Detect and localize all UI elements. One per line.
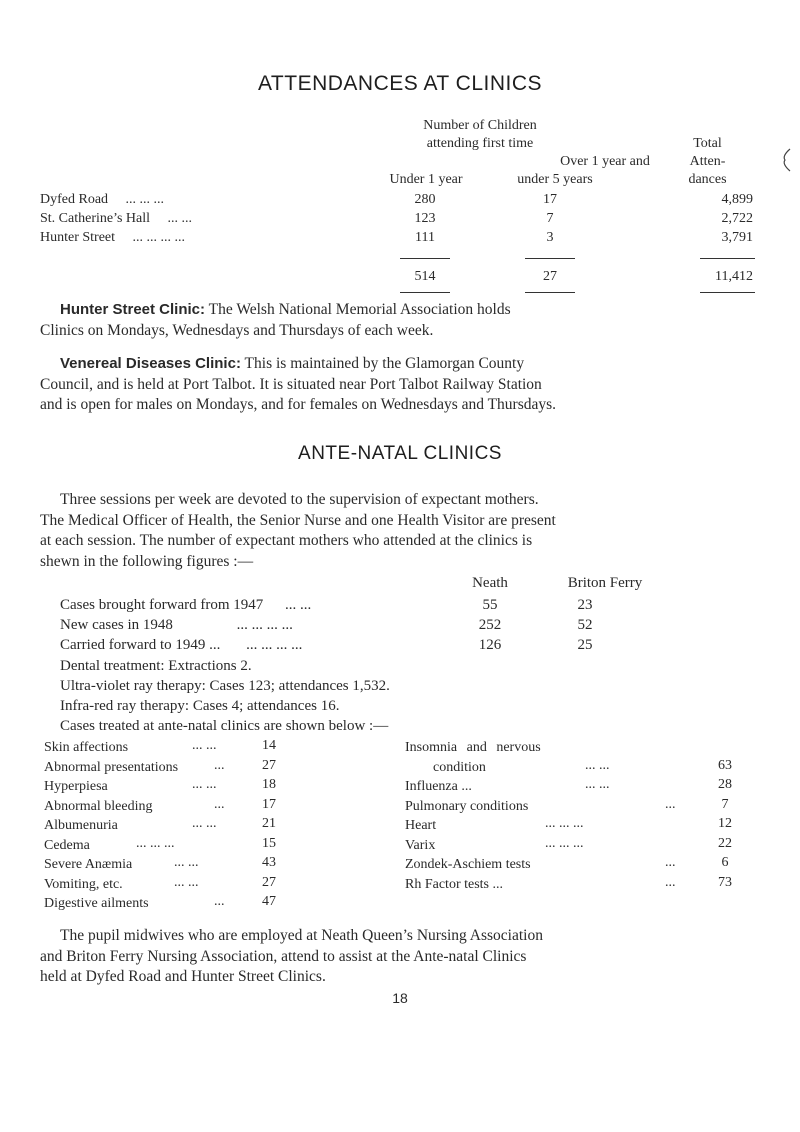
condition-label: Skin affections xyxy=(44,740,129,755)
condition-row xyxy=(405,855,765,875)
condition-label: Cedema xyxy=(44,837,90,853)
hunter-street-line2: Clinics on Mondays, Wednesdays and Thursdays of each week. xyxy=(40,321,434,339)
condition-value: 27 xyxy=(262,757,276,773)
header-over1: Over 1 year and xyxy=(560,154,650,169)
condition-row xyxy=(405,758,765,778)
condition-dots: ... ... xyxy=(174,874,199,890)
condition-value: 73 xyxy=(718,874,732,890)
rule-under1-bottom xyxy=(400,292,450,293)
cases-label: Carried forward to 1949 ... xyxy=(60,637,221,653)
condition-dots: ... ... xyxy=(192,777,217,792)
condition-label: Heart xyxy=(405,818,437,833)
condition-dots: ... ... xyxy=(192,738,217,753)
condition-label: Severe Anæmia xyxy=(44,857,133,872)
header-under1: Under 1 year xyxy=(389,172,463,187)
condition-value: 27 xyxy=(262,874,276,890)
condition-label: Vomiting, etc. xyxy=(44,876,123,892)
hunter-street-heading: Hunter Street Clinic: xyxy=(60,301,206,318)
venereal-line1: This is maintained by the Glamorgan County xyxy=(244,355,525,372)
condition-row xyxy=(44,758,314,778)
page-title: ATTENDANCES AT CLINICS xyxy=(257,72,543,95)
cases-dots: ... ... xyxy=(285,597,312,613)
condition-row xyxy=(44,875,314,895)
table-row xyxy=(40,192,164,208)
row-total: 4,899 xyxy=(721,192,753,207)
condition-dots: ... ... xyxy=(174,855,199,870)
hunter-street-paragraph xyxy=(40,300,760,341)
condition-value: 22 xyxy=(718,835,732,851)
row-under1: 123 xyxy=(414,211,436,226)
header-group: Number of Children xyxy=(423,118,537,133)
treatment-line: Ultra-violet ray therapy: Cases 123; attendances 1,532. xyxy=(60,678,390,694)
condition-row xyxy=(44,816,314,836)
condition-value: 47 xyxy=(262,894,276,909)
cases-briton: 23 xyxy=(577,597,593,613)
condition-label: Abnormal bleeding xyxy=(44,798,153,814)
row-dots: ... ... xyxy=(167,211,193,226)
treatment-line: Dental treatment: Extractions 2. xyxy=(60,658,252,674)
intro-line: Three sessions per week are devoted to the supervision of expectant mothers. xyxy=(60,491,539,508)
condition-dots: ... xyxy=(214,796,225,812)
condition-value: 6 xyxy=(721,855,729,870)
condition-value: 14 xyxy=(262,738,276,753)
condition-row xyxy=(405,875,765,895)
header-under5: under 5 years xyxy=(517,172,593,187)
condition-row xyxy=(405,816,765,836)
condition-row xyxy=(405,738,765,758)
venereal-heading: Venereal Diseases Clinic: xyxy=(60,355,241,372)
condition-label: Albumenuria xyxy=(44,818,118,833)
row-under1: 111 xyxy=(415,230,435,245)
condition-row xyxy=(405,836,765,856)
closing-line: The pupil midwives who are employed at Neath Queen’s Nursing Association xyxy=(60,927,543,944)
condition-row xyxy=(44,797,314,817)
hunter-street-line1: The Welsh National Memorial Association holds xyxy=(208,301,511,318)
closing-line: held at Dyfed Road and Hunter Street Clinics. xyxy=(40,968,326,985)
conditions-right xyxy=(405,738,765,894)
condition-label: Abnormal presentations xyxy=(44,759,179,775)
cases-neath: 55 xyxy=(482,597,498,613)
venereal-paragraph xyxy=(40,354,760,416)
margin-bracket-mark xyxy=(780,148,792,172)
intro-line: shewn in the following figures :— xyxy=(40,552,254,570)
row-under1: 280 xyxy=(414,192,436,207)
cases-label: Cases brought forward from 1947 xyxy=(60,597,264,613)
rule-under1-top xyxy=(400,258,450,259)
condition-row xyxy=(44,894,314,914)
condition-dots: ... ... ... xyxy=(545,835,584,851)
treatment-line: Cases treated at ante-natal clinics are shown below :— xyxy=(60,718,389,734)
col-briton: Briton Ferry xyxy=(567,575,643,591)
row-dots: ... ... ... xyxy=(125,192,165,207)
venereal-line3: and is open for males on Mondays, and for females on Wednesdays and Thursdays. xyxy=(40,396,557,413)
intro-line: at each session. The number of expectant mothers who attended at the clinics is xyxy=(40,532,533,549)
condition-value: 17 xyxy=(262,796,276,812)
row-total: 2,722 xyxy=(721,211,753,226)
condition-row xyxy=(405,797,765,817)
antenatal-intro xyxy=(40,490,760,572)
cases-row xyxy=(60,637,302,654)
treatment-line: Infra-red ray therapy: Cases 4; attendances 16. xyxy=(60,698,340,714)
cases-dots: ... ... ... ... xyxy=(236,617,293,633)
condition-value: 15 xyxy=(262,835,276,851)
condition-label: Zondek-Aschiem tests xyxy=(405,857,531,872)
antenatal-title: ANTE-NATAL CLINICS xyxy=(298,443,502,464)
condition-value: 28 xyxy=(718,777,732,792)
row-over1: 7 xyxy=(546,211,554,226)
condition-value: 7 xyxy=(721,796,729,812)
closing-paragraph xyxy=(40,926,760,988)
condition-value: 63 xyxy=(718,757,732,773)
venereal-line2: Council, and is held at Port Talbot. It is situated near Port Talbot Railway Station xyxy=(40,375,542,393)
condition-value: 12 xyxy=(718,816,732,831)
total-over1: 27 xyxy=(543,269,557,284)
condition-row xyxy=(44,855,314,875)
table-row xyxy=(40,211,192,227)
condition-label: Pulmonary conditions xyxy=(405,798,529,814)
condition-label: condition xyxy=(433,759,486,775)
cases-briton: 25 xyxy=(577,637,593,653)
rule-total-top xyxy=(700,258,755,259)
cases-neath: 252 xyxy=(478,617,502,633)
row-over1: 3 xyxy=(546,230,554,245)
row-over1: 17 xyxy=(543,192,557,207)
cases-neath: 126 xyxy=(478,637,502,653)
cases-label: New cases in 1948 xyxy=(60,617,173,633)
condition-label: Varix xyxy=(405,837,436,853)
condition-dots: ... xyxy=(214,757,225,773)
total-under1: 514 xyxy=(414,269,436,284)
conditions-left xyxy=(44,738,314,914)
condition-dots: ... ... ... xyxy=(545,816,584,831)
condition-row xyxy=(405,777,765,797)
condition-row xyxy=(44,836,314,856)
condition-dots: ... ... xyxy=(585,757,610,773)
rule-total-bottom xyxy=(700,292,755,293)
header-total1: Total xyxy=(693,136,722,151)
row-label: Hunter Street xyxy=(40,230,116,245)
table-row xyxy=(40,230,185,246)
condition-value: 21 xyxy=(262,816,276,831)
intro-line: The Medical Officer of Health, the Senior Nurse and one Health Visitor are present xyxy=(40,511,556,529)
col-neath: Neath xyxy=(472,575,508,591)
row-label: Dyfed Road xyxy=(40,192,109,207)
condition-row xyxy=(44,738,314,758)
treatment-lines xyxy=(60,656,760,736)
cases-briton: 52 xyxy=(577,617,593,633)
header-group2: attending first time xyxy=(426,136,534,151)
condition-label: Rh Factor tests ... xyxy=(405,876,503,892)
row-dots: ... ... ... ... xyxy=(132,230,186,245)
condition-dots: ... xyxy=(665,796,676,812)
condition-dots: ... xyxy=(665,855,676,870)
total-total: 11,412 xyxy=(715,269,753,284)
cases-row xyxy=(60,617,293,634)
header-total3: dances xyxy=(688,172,727,187)
condition-row xyxy=(44,777,314,797)
condition-label: Hyperpiesa xyxy=(44,779,108,794)
row-total: 3,791 xyxy=(721,230,753,245)
rule-over1-top xyxy=(525,258,575,259)
condition-label: Influenza ... xyxy=(405,779,472,794)
condition-dots: ... ... ... xyxy=(136,835,175,851)
closing-line: and Briton Ferry Nursing Association, attend to assist at the Ante-natal Clinics xyxy=(40,947,527,965)
header-total2: Atten- xyxy=(689,154,726,169)
condition-dots: ... ... xyxy=(585,777,610,792)
condition-dots: ... ... xyxy=(192,816,217,831)
rule-over1-bottom xyxy=(525,292,575,293)
row-label: St. Catherine’s Hall xyxy=(40,211,151,226)
page-number: 18 xyxy=(392,990,408,1006)
condition-value: 18 xyxy=(262,777,276,792)
condition-value: 43 xyxy=(262,855,276,870)
condition-label: Insomnia and nervous xyxy=(405,740,541,755)
cases-row xyxy=(60,597,311,614)
condition-dots: ... xyxy=(665,874,676,890)
cases-dots: ... ... ... ... xyxy=(246,637,303,653)
condition-label: Digestive ailments xyxy=(44,896,149,911)
condition-dots: ... xyxy=(214,894,225,909)
